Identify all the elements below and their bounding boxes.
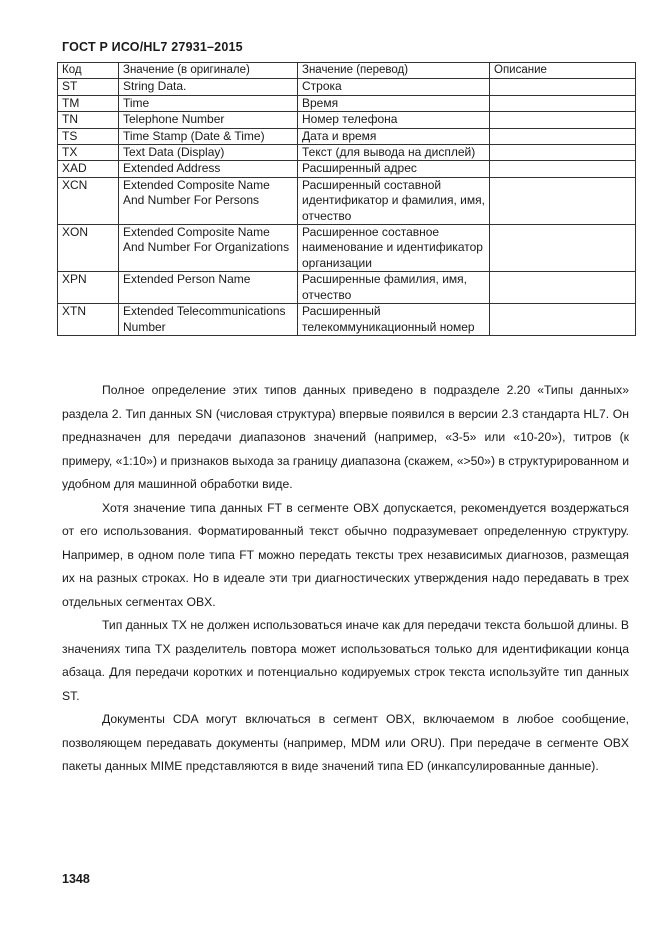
cell-translation: Расширенный составной идентификатор и фамилия, имя, отчество xyxy=(298,177,490,224)
cell-translation: Расширенное составное наименование и идентификатор организации xyxy=(298,225,490,272)
table-row xyxy=(58,112,636,128)
table-row xyxy=(58,95,636,111)
table-header-row xyxy=(58,63,636,79)
cell-original: Text Data (Display) xyxy=(119,145,298,161)
cell-code: ST xyxy=(58,79,119,95)
column-header-code: Код xyxy=(58,63,119,79)
cell-code: XCN xyxy=(58,177,119,224)
cell-original: String Data. xyxy=(119,79,298,95)
cell-original: Extended Address xyxy=(119,161,298,177)
cell-original: Telephone Number xyxy=(119,112,298,128)
table-row xyxy=(58,145,636,161)
paragraph: Тип данных TX не должен использоваться иначе как для передачи текста большой длины. В значениях типа TX разделитель повтора может использоваться только для идентификации конца абзаца. Для передачи коротких и потенциально кодируемых строк текста используйте тип данных ST. xyxy=(62,618,629,703)
table-row xyxy=(58,177,636,224)
document-header: ГОСТ Р ИСО/HL7 27931–2015 xyxy=(62,40,243,54)
cell-original: Time xyxy=(119,95,298,111)
cell-original: Extended Composite Name And Number For Persons xyxy=(119,177,298,224)
cell-original: Extended Composite Name And Number For Organizations xyxy=(119,225,298,272)
cell-translation: Расширенный адрес xyxy=(298,161,490,177)
page-number: 1348 xyxy=(62,872,90,886)
table-row xyxy=(58,272,636,304)
data-types-table xyxy=(57,62,636,336)
cell-code: TN xyxy=(58,112,119,128)
cell-translation: Дата и время xyxy=(298,128,490,144)
cell-translation: Расширенные фамилия, имя, отчество xyxy=(298,272,490,304)
cell-code: XTN xyxy=(58,304,119,336)
table-row xyxy=(58,161,636,177)
cell-description xyxy=(490,272,636,304)
cell-description xyxy=(490,177,636,224)
table-row xyxy=(58,304,636,336)
cell-description xyxy=(490,112,636,128)
table-row xyxy=(58,225,636,272)
cell-description xyxy=(490,128,636,144)
cell-translation: Текст (для вывода на дисплей) xyxy=(298,145,490,161)
cell-description xyxy=(490,304,636,336)
cell-code: XON xyxy=(58,225,119,272)
cell-description xyxy=(490,145,636,161)
cell-code: TX xyxy=(58,145,119,161)
cell-original: Extended Telecommunications Number xyxy=(119,304,298,336)
column-header-translation: Значение (перевод) xyxy=(298,63,490,79)
cell-translation: Номер телефона xyxy=(298,112,490,128)
cell-code: TS xyxy=(58,128,119,144)
cell-code: XPN xyxy=(58,272,119,304)
paragraph: Хотя значение типа данных FT в сегменте OBX допускается, рекомендуется воздержаться от его использования. Форматированный текст обычно подразумевает определенную структуру. Например, в одном поле типа FT можно передать тексты трех независимых диагнозов, размещая их на разных строках. Но в идеале эти три диагностических утверждения надо передавать в трех отдельных сегментах OBX. xyxy=(62,500,629,609)
table-row xyxy=(58,128,636,144)
cell-original: Time Stamp (Date & Time) xyxy=(119,128,298,144)
paragraph: Документы CDA могут включаться в сегмент OBX, включаемом в любое сообщение, позволяющем передавать документы (например, MDM или ORU). При передаче в сегменте OBX пакеты данных MIME представляются в виде значений типа ED (инкапсулированные данные). xyxy=(62,712,629,773)
cell-translation: Строка xyxy=(298,79,490,95)
cell-original: Extended Person Name xyxy=(119,272,298,304)
cell-description xyxy=(490,79,636,95)
column-header-description: Описание xyxy=(490,63,636,79)
paragraph: Полное определение этих типов данных приведено в подразделе 2.20 «Типы данных» раздела 2. Тип данных SN (числовая структура) впервые появился в версии 2.3 стандарта HL7. Он предназначен для передачи диапазонов значений (например, «3-5» или «10-20»), титров (к примеру, «1:10») и признаков выхода за границу диапазона (скажем, «>50») в структурированном и удобном для машинной обработки виде. xyxy=(62,383,629,491)
cell-translation: Расширенный телекоммуникационный номер xyxy=(298,304,490,336)
cell-description xyxy=(490,95,636,111)
body-text xyxy=(62,379,629,779)
table-row xyxy=(58,79,636,95)
cell-code: TM xyxy=(58,95,119,111)
column-header-original: Значение (в оригинале) xyxy=(119,63,298,79)
cell-code: XAD xyxy=(58,161,119,177)
cell-translation: Время xyxy=(298,95,490,111)
cell-description xyxy=(490,161,636,177)
cell-description xyxy=(490,225,636,272)
